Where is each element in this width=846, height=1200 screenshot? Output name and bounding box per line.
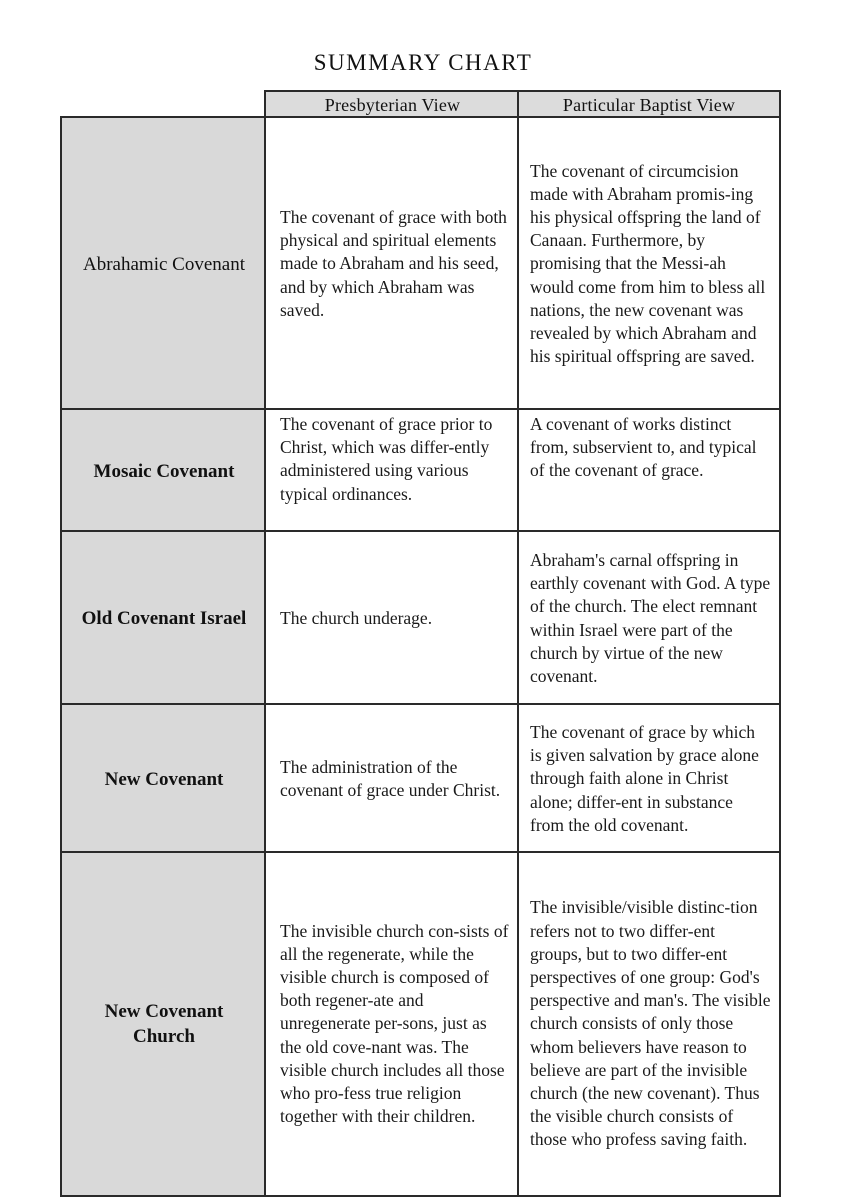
cell-new-covenant-church-presbyterian: The invisible church con-sists of all the regenerate, while the visible church is composed of both regener-ate and unregenerate per-sons, just as the old cove-nant was. The visible church includes all those who pro-fess true religion together with their children. <box>264 851 521 1197</box>
cell-new-covenant-presbyterian: The administration of the covenant of grace under Christ. <box>264 703 521 855</box>
row-header-old-covenant-israel: Old Covenant Israel <box>60 530 268 707</box>
cell-mosaic-presbyterian: The covenant of grace prior to Christ, which was differ-ently administered using various typical ordinances. <box>264 408 521 534</box>
page-title: SUMMARY CHART <box>313 50 533 75</box>
row-header-abrahamic: Abrahamic Covenant <box>60 116 268 412</box>
column-header-baptist: Particular Baptist View <box>517 90 781 120</box>
cell-new-covenant-church-baptist: The invisible/visible distinc-tion refers not to two differ-ent groups, but to two differ-ent perspectives of one group: God's perspective and man's. The visible church consists of only those whom believers have reason to believe are part of the invisible church (the new covenant). Thus the visible church consists of those who profess saving faith. <box>517 851 781 1197</box>
summary-table <box>60 90 781 1197</box>
cell-mosaic-baptist: A covenant of works distinct from, subservient to, and typical of the covenant of grace. <box>517 408 781 534</box>
cell-abrahamic-baptist: The covenant of circumcision made with Abraham promis-ing his physical offspring the land of Canaan. Furthermore, by promising that the Messi-ah would come from him to bless all nations, the new covenant was revealed by which Abraham and his spiritual offspring are saved. <box>517 116 781 412</box>
column-header-presbyterian: Presbyterian View <box>264 90 521 120</box>
cell-old-covenant-israel-presbyterian: The church underage. <box>264 530 521 707</box>
row-header-mosaic: Mosaic Covenant <box>60 408 268 534</box>
cell-new-covenant-baptist: The covenant of grace by which is given salvation by grace alone through faith alone in Christ alone; differ-ent in substance from the old covenant. <box>517 703 781 855</box>
row-header-new-covenant-church: New Covenant Church <box>60 851 268 1197</box>
cell-abrahamic-presbyterian: The covenant of grace with both physical and spiritual elements made to Abraham and his seed, and by which Abraham was saved. <box>264 116 521 412</box>
cell-old-covenant-israel-baptist: Abraham's carnal offspring in earthly covenant with God. A type of the church. The elect remnant within Israel were part of the church by virtue of the new covenant. <box>517 530 781 707</box>
row-header-new-covenant: New Covenant <box>60 703 268 855</box>
